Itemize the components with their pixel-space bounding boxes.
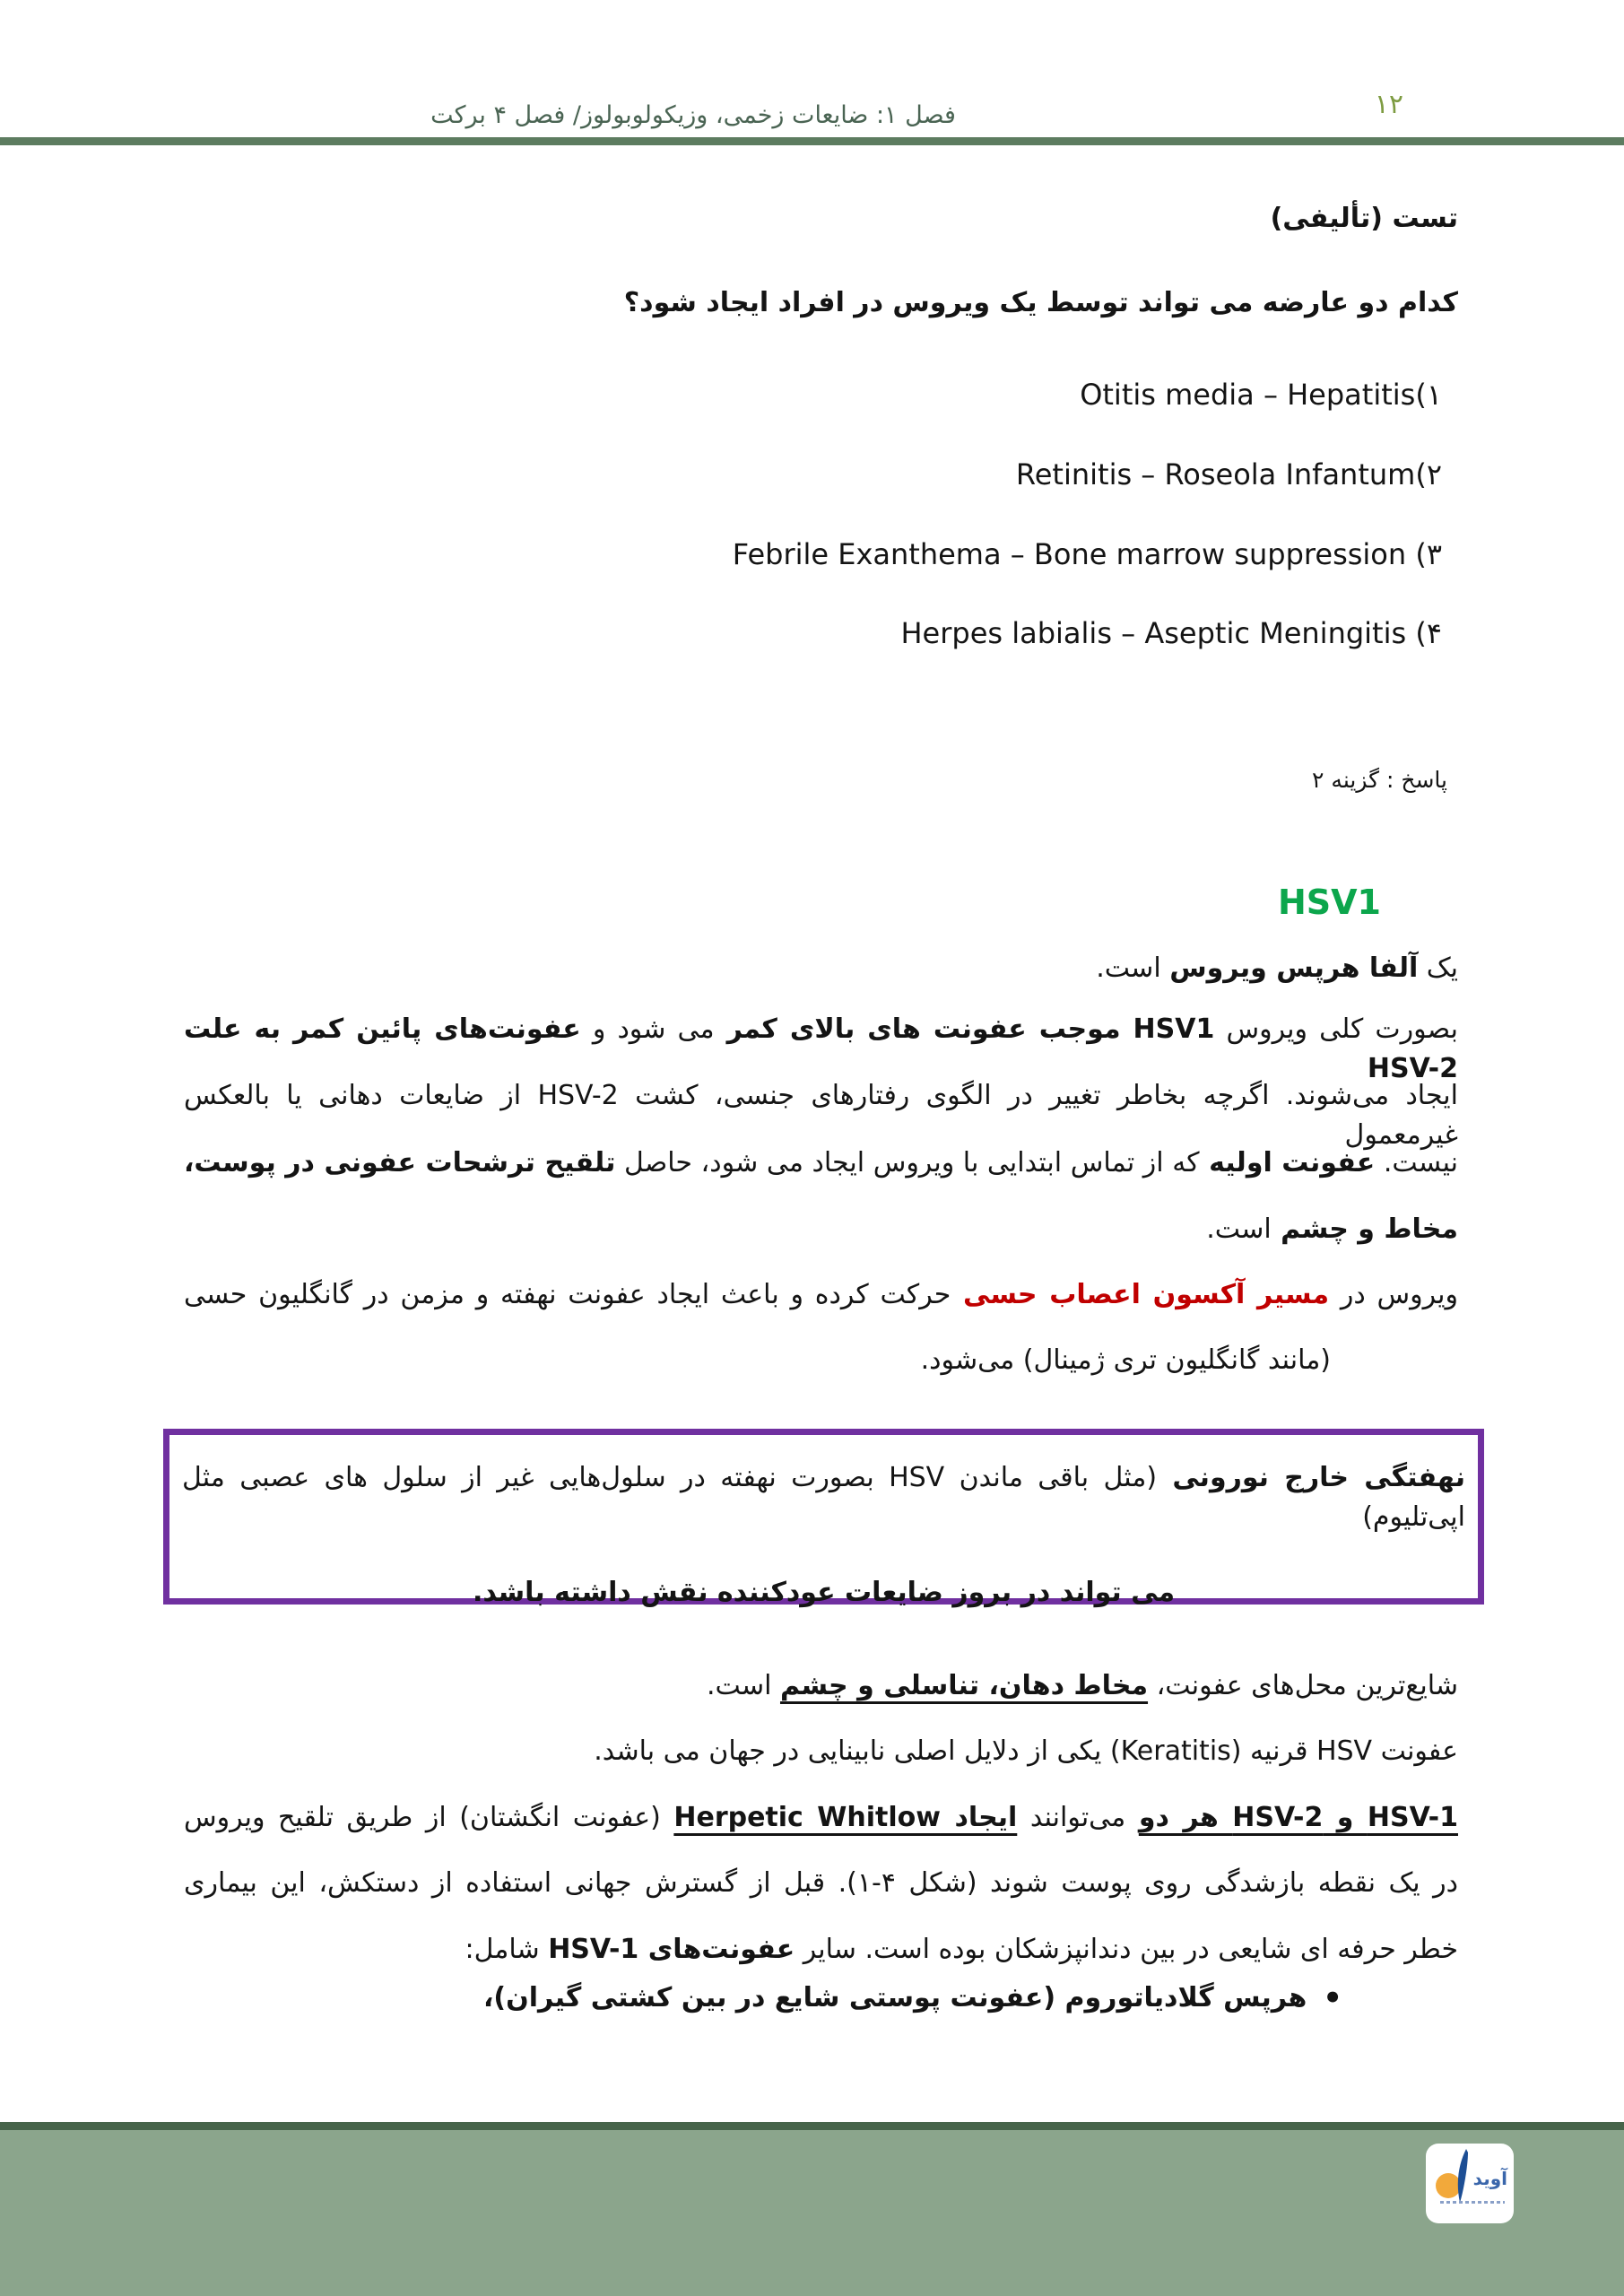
other-infections-line: خطر حرفه ای شایعی در بین دندانپزشکان بوده است. سایر عفونت‌های HSV-1 شامل: bbox=[465, 1934, 1458, 1965]
hsv1-paragraph-line: ایجاد می‌شوند. اگرچه بخاطر تغییر در الگوی رفتارهای جنسی، کشت HSV-2 از ضایعات دهانی یا بالعکس غیرمعمول bbox=[184, 1080, 1458, 1151]
running-header-title: فصل ۱: ضایعات زخمی، وزیکولوبولوز/ فصل ۴ برکت bbox=[430, 101, 956, 129]
section-heading-hsv1: HSV1 bbox=[1277, 883, 1381, 922]
hsv1-paragraph-line: بصورت کلی ویروس HSV1 موجب عفونت های بالای کمر می شود و عفونت‌های پائین کمر به علت HSV-2 bbox=[184, 1013, 1458, 1084]
hsv1-paragraph-line: مخاط و چشم است. bbox=[1206, 1213, 1458, 1245]
gloves-line: در یک نقطه بازشدگی روی پوست شوند (شکل ۴-۱). قبل از گسترش جهانی استفاده از دستکش، این بیماری bbox=[184, 1867, 1458, 1899]
logo-feather-icon bbox=[1453, 2149, 1474, 2205]
quiz-option-1: ۱)Otitis media – Hepatitis bbox=[1080, 378, 1442, 412]
publisher-logo bbox=[1426, 2144, 1514, 2223]
keratitis-line: عفونت HSV قرنیه (Keratitis) یکی از دلایل اصلی نابینایی در جهان می باشد. bbox=[594, 1735, 1458, 1767]
quiz-option-4: ۴) Herpes labialis – Aseptic Meningitis bbox=[900, 616, 1442, 650]
quiz-option-3: ۳) Febrile Exanthema – Bone marrow suppression bbox=[732, 537, 1442, 571]
logo-tagline-mark bbox=[1440, 2201, 1505, 2204]
note-box-line-1: نهفتگی خارج نورونی (مثل باقی ماندن HSV بصورت نهفته در سلول‌هایی غیر از سلول های عصبی مثل اپی‌تلیوم) bbox=[182, 1462, 1465, 1533]
page-number: ۱۲ bbox=[1374, 89, 1403, 120]
hsv1-axon-line: ویروس در مسیر آکسون اعصاب حسی حرکت کرده و باعث ایجاد عفونت نهفته و مزمن در گانگلیون حسی bbox=[184, 1279, 1458, 1310]
hsv1-ganglion-line: (مانند گانگلیون تری ژمینال) می‌شود. bbox=[920, 1344, 1331, 1376]
quiz-question: کدام دو عارضه می تواند توسط یک ویروس در افراد ایجاد شود؟ bbox=[623, 287, 1458, 318]
bullet-icon: • bbox=[1323, 1980, 1342, 2016]
note-box-line-2: می تواند در بروز ضایعات عودکننده نقش داشته باشد. bbox=[472, 1577, 1176, 1608]
whitlow-line: HSV-1 و HSV-2 هر دو می‌توانند ایجاد Herpetic Whitlow (عفونت انگشتان) از طریق تلقیح ویروس bbox=[184, 1802, 1458, 1833]
bullet-item bbox=[483, 1979, 1342, 2018]
quiz-answer: پاسخ : گزینه ۲ bbox=[1312, 767, 1447, 793]
note-box bbox=[163, 1429, 1484, 1608]
footer-band bbox=[0, 2130, 1624, 2296]
hsv1-paragraph-line: نیست. عفونت اولیه که از تماس ابتدایی با ویروس ایجاد می شود، حاصل تلقیح ترشحات عفونی در پوست، bbox=[184, 1147, 1458, 1178]
logo-wordmark: آوید bbox=[1472, 2168, 1507, 2189]
header-rule bbox=[0, 137, 1624, 145]
quiz-label: تست (تألیفی) bbox=[1270, 203, 1458, 234]
quiz-option-2: ۲)Retinitis – Roseola Infantum bbox=[1015, 457, 1442, 491]
sites-line: شایع‌ترین محل‌های عفونت، مخاط دهان، تناسلی و چشم است. bbox=[706, 1670, 1458, 1701]
hsv1-intro-line: یک آلفا هرپس ویروس است. bbox=[1096, 952, 1458, 984]
bullet-text: هرپس گلادیاتوروم (عفونت پوستی شایع در بین کشتی گیران)، bbox=[483, 1982, 1307, 2013]
footer-rule bbox=[0, 2122, 1624, 2130]
